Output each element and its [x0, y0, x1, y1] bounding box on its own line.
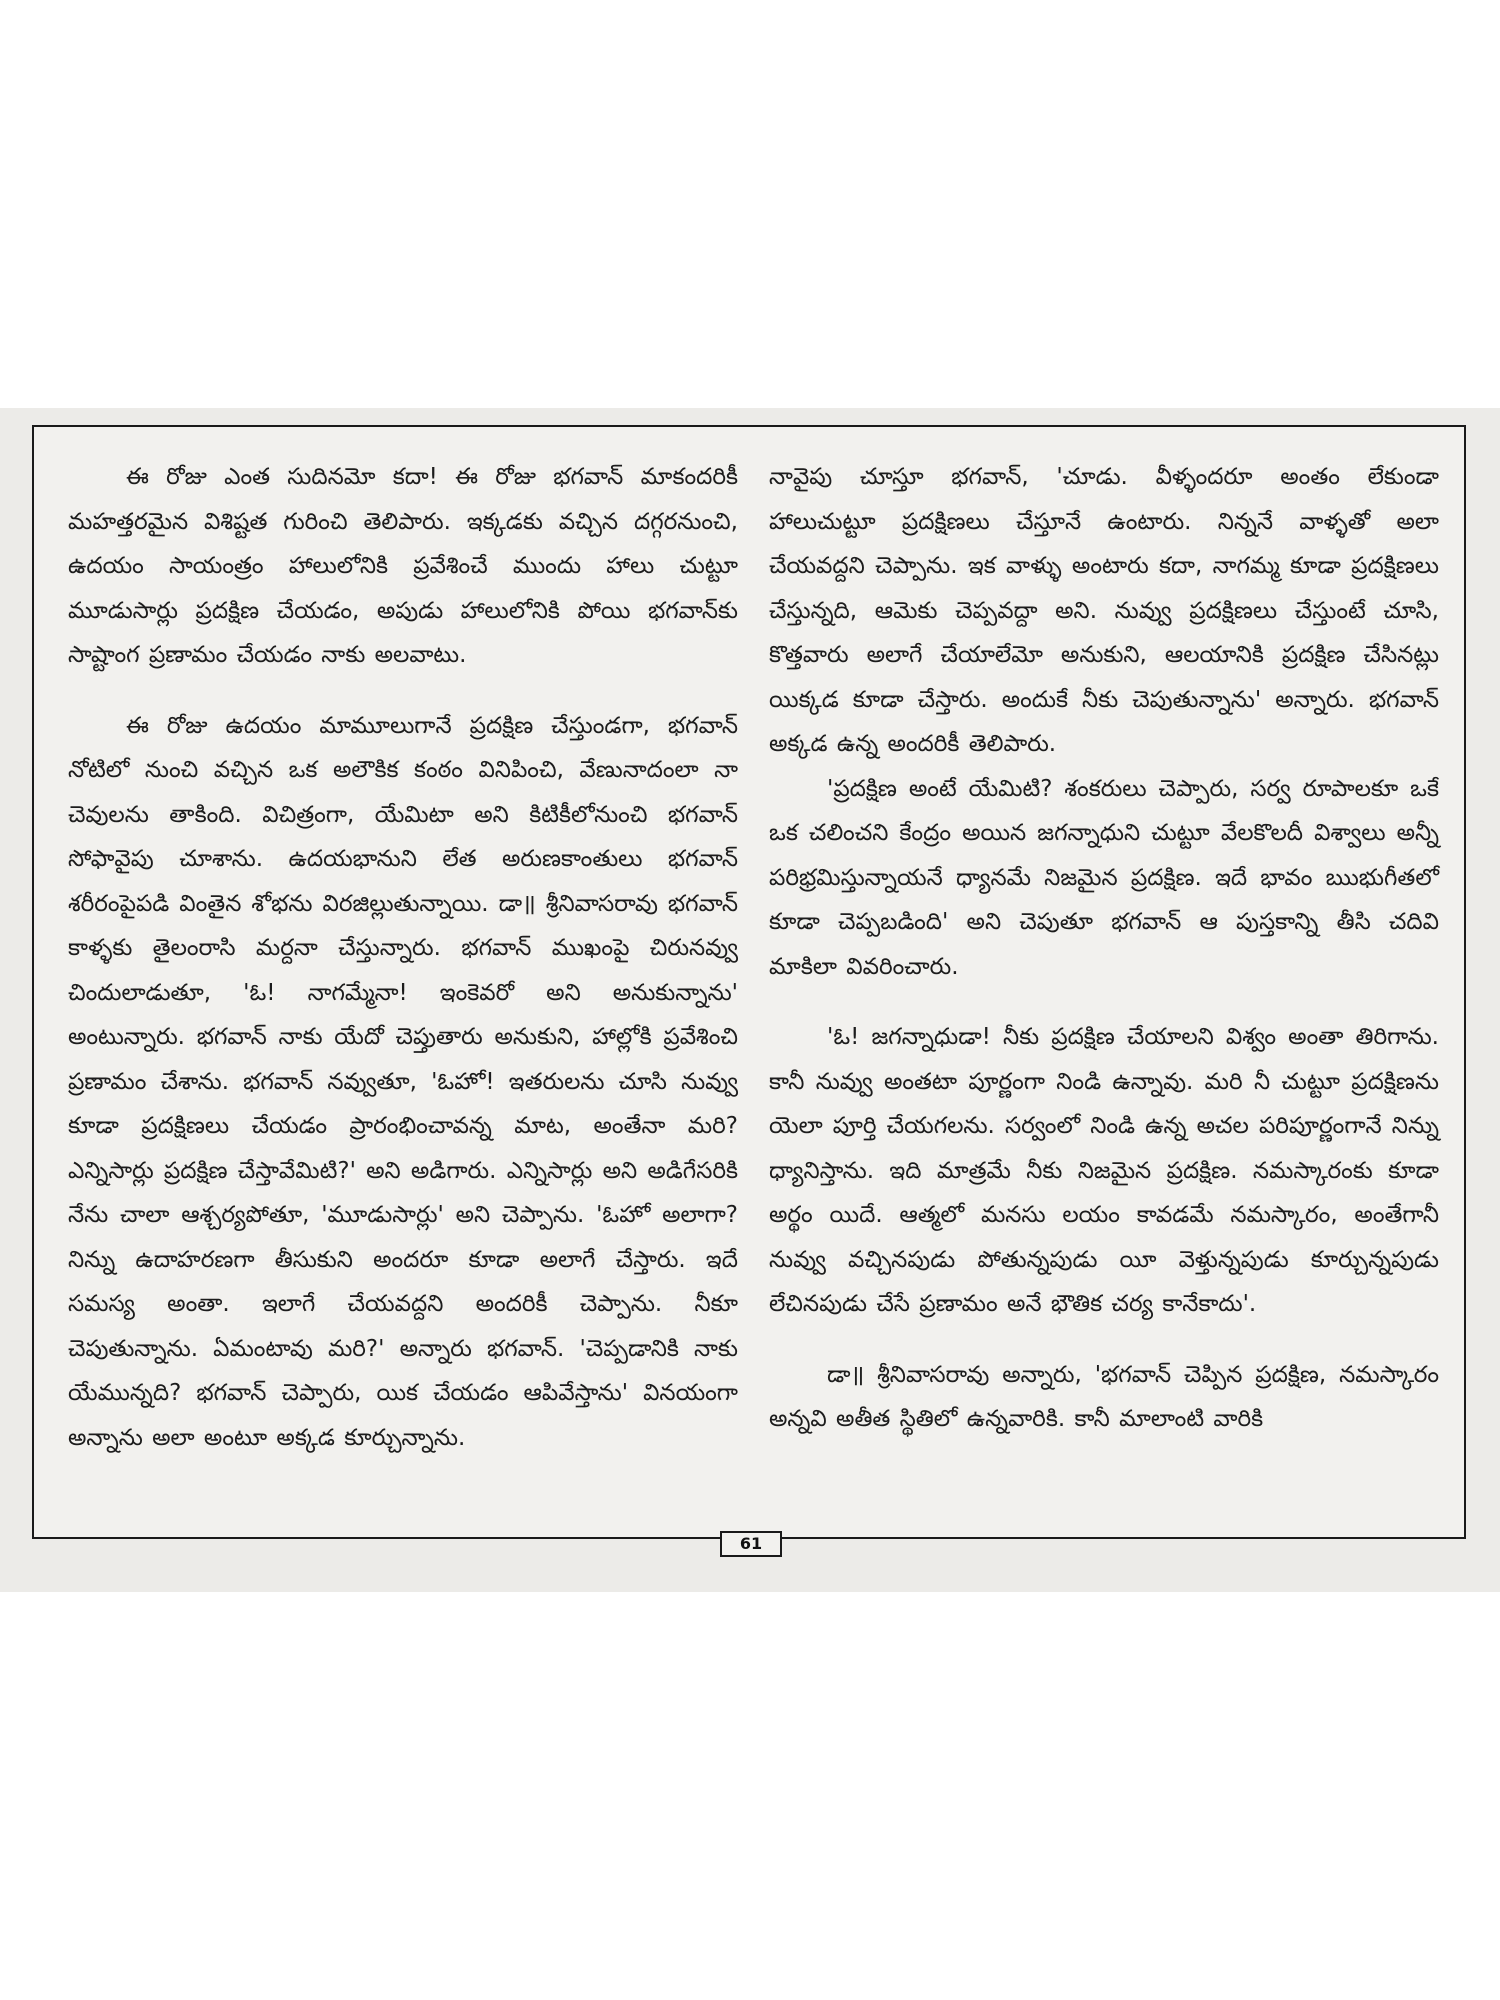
page-number: 61	[720, 1531, 782, 1557]
book-page-frame	[32, 425, 1466, 1539]
right-paragraph-4: డా॥ శ్రీనివాసరావు అన్నారు, 'భగవాన్ చెప్పిన ప్రదక్షిణ, నమస్కారం అన్నవి అతీత స్థితిలో ఉన్నవారికి. కానీ మాలాంటి వారికి	[769, 1361, 1439, 1432]
right-paragraph-3: 'ఓ! జగన్నాధుడా! నీకు ప్రదక్షిణ చేయాలని విశ్వం అంతా తిరిగాను. కానీ నువ్వు అంతటా పూర్ణంగా నిండి ఉన్నావు. మరి నీ చుట్టూ ప్రదక్షిణను యెలా పూర్తి చేయగలను. సర్వంలో నిండి ఉన్న అచల పరిపూర్ణంగానే నిన్ను ధ్యానిస్తాను. ఇది మాత్రమే నీకు నిజమైన ప్రదక్షిణ. నమస్కారంకు కూడా అర్థం యిదే. ఆత్మలో మనసు లయం కావడమే నమస్కారం, అంతేగానీ నువ్వు వచ్చినపుడు పోతున్నపుడు యీ వెళ్తున్నపుడు కూర్చున్నపుడు లేచినపుడు చేసే ప్రణామం అనే భౌతిక చర్య కానేకాదు'.	[769, 1024, 1439, 1317]
left-paragraph-2: ఈ రోజు ఉదయం మామూలుగానే ప్రదక్షిణ చేస్తుండగా, భగవాన్ నోటిలో నుంచి వచ్చిన ఒక అలౌకిక కంఠం వినిపించి, వేణునాదంలా నా చెవులను తాకింది. విచిత్రంగా, యేమిటా అని కిటికీలోనుంచి భగవాన్ సోఫావైపు చూశాను. ఉదయభానుని లేత అరుణకాంతులు భగవాన్ శరీరంపైపడి వింతైన శోభను విరజిల్లుతున్నాయి. డా॥ శ్రీనివాసరావు భగవాన్ కాళ్ళకు తైలంరాసి మర్దనా చేస్తున్నారు. భగవాన్ ముఖంపై చిరునవ్వు చిందులాడుతూ, 'ఓ! నాగమ్మేనా! ఇంకెవరో అని అనుకున్నాను' అంటున్నారు. భగవాన్ నాకు యేదో చెప్తుతారు అనుకుని, హాల్లోకి ప్రవేశించి ప్రణామం చేశాను. భగవాన్ నవ్వుతూ, 'ఓహో! ఇతరులను చూసి నువ్వు కూడా ప్రదక్షిణలు చేయడం ప్రారంభించావన్న మాట, అంతేనా మరి? ఎన్నిసార్లు ప్రదక్షిణ చేస్తావేమిటి?' అని అడిగారు. ఎన్నిసార్లు అని అడిగేసరికి నేను చాలా ఆశ్చర్యపోతూ, 'మూడుసార్లు' అని చెప్పాను. 'ఓహో అలాగా? నిన్ను ఉదాహరణగా తీసుకుని అందరూ కూడా అలాగే చేస్తారు. ఇదే సమస్య అంతా. ఇలాగే చేయవద్దని అందరికీ చెప్పాను. నీకూ చెపుతున్నాను. ఏమంటావు మరి?' అన్నారు భగవాన్. 'చెప్పడానికి నాకు యేమున్నది? భగవాన్ చెప్పారు, యిక చేయడం ఆపివేస్తాను' వినయంగా అన్నాను అలా అంటూ అక్కడ కూర్చున్నాను.	[68, 712, 738, 1451]
right-column	[769, 455, 1439, 1442]
right-paragraph-2: 'ప్రదక్షిణ అంటే యేమిటి? శంకరులు చెప్పారు, సర్వ రూపాలకూ ఒకే ఒక చలించని కేంద్రం అయిన జగన్నాధుని చుట్టూ వేలకొలదీ విశ్వాలు అన్నీ పరిభ్రమిస్తున్నాయనే ధ్యానమే నిజమైన ప్రదక్షిణ. ఇదే భావం ఋభుగీతలో కూడా చెప్పబడింది' అని చెపుతూ భగవాన్ ఆ పుస్తకాన్ని తీసి చదివి మాకిలా వివరించారు.	[769, 775, 1439, 980]
right-paragraph-1: నావైపు చూస్తూ భగవాన్, 'చూడు. వీళ్ళందరూ అంతం లేకుండా హాలుచుట్టూ ప్రదక్షిణలు చేస్తూనే ఉంటారు. నిన్ననే వాళ్ళతో అలా చేయవద్దని చెప్పాను. ఇక వాళ్ళు అంటారు కదా, నాగమ్మ కూడా ప్రదక్షిణలు చేస్తున్నది, ఆమెకు చెప్పవద్దా అని. నువ్వు ప్రదక్షిణలు చేస్తుంటే చూసి, కొత్తవారు అలాగే చేయాలేమో అనుకుని, ఆలయానికి ప్రదక్షిణ చేసినట్లు యిక్కడ కూడా చేస్తారు. అందుకే నీకు చెపుతున్నాను' అన్నారు. భగవాన్ అక్కడ ఉన్న అందరికీ తెలిపారు.	[769, 464, 1439, 757]
left-paragraph-1: ఈ రోజు ఎంత సుదినమో కదా! ఈ రోజు భగవాన్ మాకందరికీ మహత్తరమైన విశిష్టత గురించి తెలిపారు. ఇక్కడకు వచ్చిన దగ్గరనుంచి, ఉదయం సాయంత్రం హాలులోనికి ప్రవేశించే ముందు హాలు చుట్టూ మూడుసార్లు ప్రదక్షిణ చేయడం, అపుడు హాలులోనికి పోయి భగవాన్‌కు సాష్టాంగ ప్రణామం చేయడం నాకు అలవాటు.	[68, 464, 738, 668]
bottom-margin	[0, 1592, 1500, 2000]
top-margin	[0, 0, 1500, 408]
left-column	[68, 455, 738, 1460]
